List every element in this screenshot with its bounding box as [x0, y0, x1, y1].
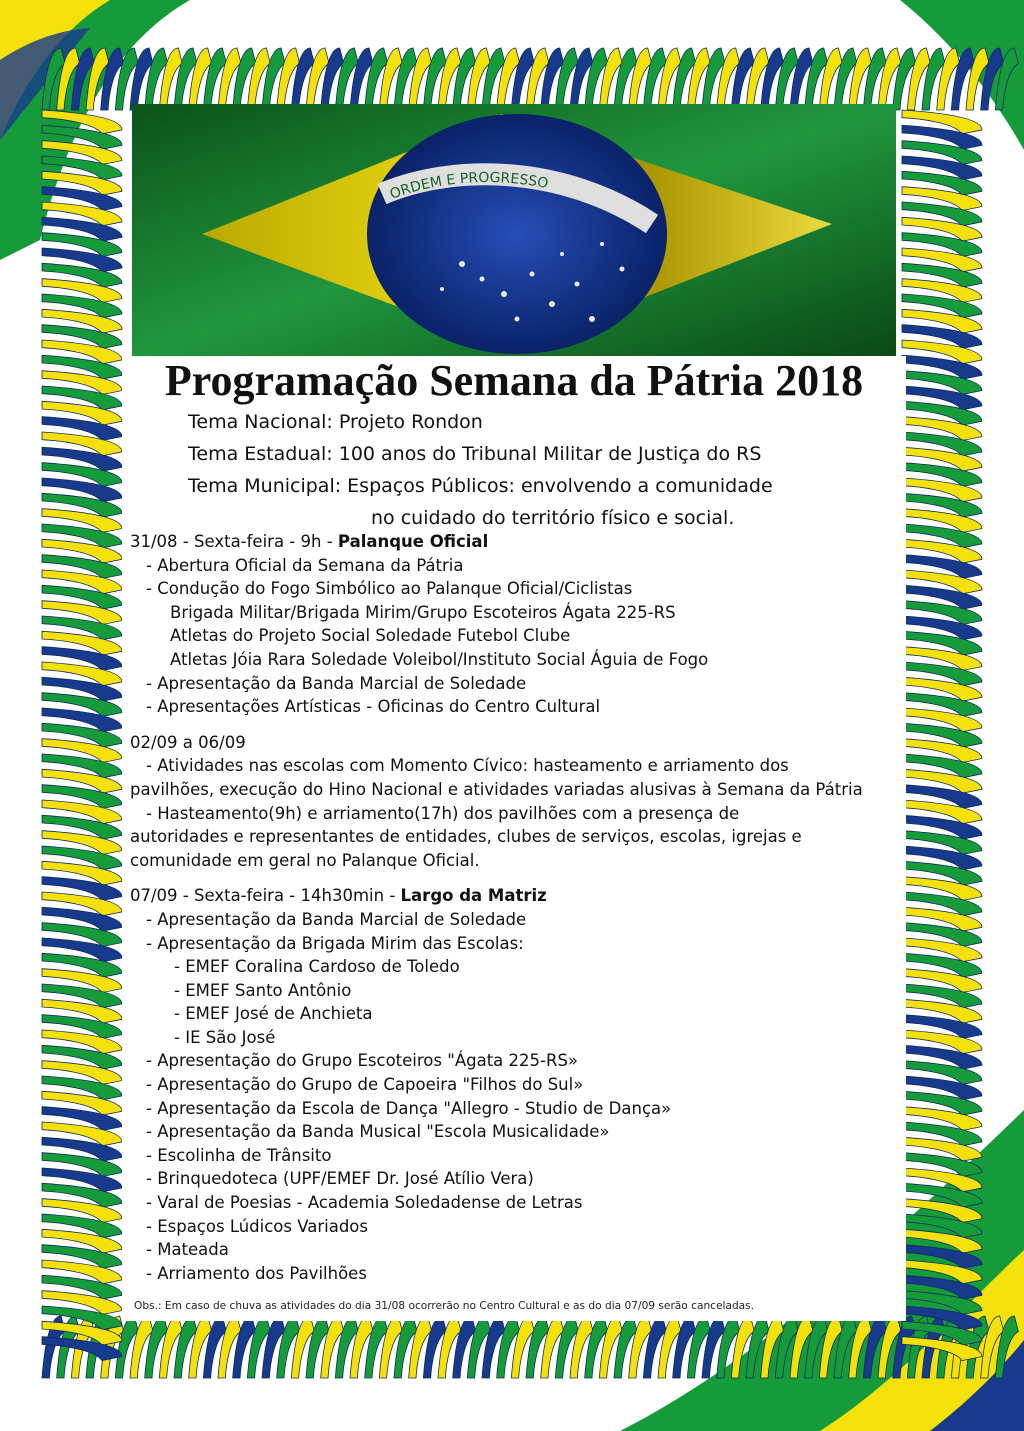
observation-note: Obs.: Em caso de chuva as atividades do dia 31/08 ocorrerão no Centro Cultural e as do dia 07/09 serão canceladas. — [134, 1300, 755, 1312]
ribbon-segment — [902, 524, 982, 579]
theme-municipal-label: Tema Municipal: — [188, 475, 348, 497]
section3-header-text: 07/09 - Sexta-feira - 14h30min - — [130, 886, 401, 906]
section2-paragraph1-rest: pavilhões, execução do Hino Nacional e atividades variadas alusivas à Semana da Pátria — [130, 779, 863, 799]
ribbon-segment — [42, 110, 122, 165]
ribbon-segment — [902, 800, 982, 855]
ribbon-segment — [42, 1122, 122, 1177]
theme-municipal-value-continued: no cuidado do território físico e social. — [371, 507, 735, 529]
list-item: - Apresentação da Brigada Mirim das Escolas: — [146, 933, 524, 953]
theme-municipal — [188, 470, 773, 502]
ribbon-segment — [902, 616, 982, 671]
school-item: - IE São José — [174, 1027, 276, 1047]
ribbon-segment — [42, 984, 122, 1039]
schedule — [130, 530, 906, 1285]
ribbon-segment — [42, 340, 122, 395]
ribbon-segment — [902, 340, 982, 395]
school-item: - EMEF Coralina Cardoso de Toledo — [174, 957, 460, 977]
ribbon-segment — [902, 110, 982, 165]
ribbon-segment — [42, 616, 122, 671]
ribbon-segment — [902, 478, 982, 533]
list-item: - Espaços Lúdicos Variados — [146, 1216, 369, 1236]
brazil-flag-banner — [132, 104, 896, 356]
list-item: - Apresentação do Grupo de Capoeira "Filhos do Sul» — [146, 1075, 584, 1095]
theme-municipal-value: Espaços Públicos: envolvendo a comunidade — [347, 475, 773, 497]
section2-header: 02/09 a 06/09 — [130, 732, 246, 752]
ribbon-segment — [902, 156, 982, 211]
ribbon-segment — [902, 938, 982, 993]
ribbon-segment — [42, 754, 122, 809]
ribbon-segment — [902, 708, 982, 763]
section1-header — [130, 530, 906, 554]
ribbon-segment — [42, 1030, 122, 1085]
ribbon-segment — [42, 570, 122, 625]
ribbon-segment — [902, 1214, 982, 1269]
ribbon-segment — [42, 524, 122, 579]
list-item: - Apresentação da Banda Marcial de Soledade — [146, 909, 527, 929]
ribbon-segment — [902, 754, 982, 809]
section2-paragraph1-first: - Atividades nas escolas com Momento Cívico: hasteamento e arriamento dos — [146, 756, 789, 776]
section3-header — [130, 884, 906, 908]
list-subitem: Atletas do Projeto Social Soledade Futebol Clube — [170, 626, 571, 646]
ribbon-segment — [902, 1260, 982, 1315]
ribbon-segment — [42, 846, 122, 901]
ribbon-segment — [42, 662, 122, 717]
list-item: - Arriamento dos Pavilhões — [146, 1263, 367, 1283]
section2-paragraph2-rest1: autoridades e representantes de entidades, clubes de serviços, escolas, igrejas e — [130, 827, 802, 847]
ribbon-segment — [902, 570, 982, 625]
section2-paragraph2-first: - Hasteamento(9h) e arriamento(17h) dos pavilhões com a presença de — [146, 803, 740, 823]
ribbon-segment — [902, 294, 982, 349]
theme-national-label: Tema Nacional: — [188, 411, 339, 433]
ribbon-segment — [902, 202, 982, 257]
ribbon-segment — [42, 1214, 122, 1269]
ribbon-segment — [42, 708, 122, 763]
section1-header-bold: Palanque Oficial — [337, 532, 489, 551]
list-item: - Mateada — [146, 1240, 229, 1260]
ribbon-segment — [42, 294, 122, 349]
ribbon-segment — [42, 1076, 122, 1131]
ribbon-segment — [902, 1122, 982, 1177]
ribbon-segment — [902, 662, 982, 717]
ribbon-segment — [902, 248, 982, 303]
ribbon-segment — [42, 938, 122, 993]
ribbon-segment — [966, 48, 1018, 110]
theme-state-value: 100 anos do Tribunal Militar de Justiça do RS — [338, 443, 762, 465]
ribbon-segment — [42, 202, 122, 257]
ribbon-segment — [902, 432, 982, 487]
list-subitem: Atletas Jóia Rara Soledade Voleibol/Instituto Social Águia de Fogo — [170, 649, 709, 669]
school-item: - EMEF José de Anchieta — [174, 1004, 373, 1024]
list-item: - Apresentação do Grupo Escoteiros "Ágata 225-RS» — [146, 1051, 579, 1071]
section2-paragraph2-rest2: comunidade em geral no Palanque Oficial. — [130, 850, 480, 870]
list-subitem: Brigada Militar/Brigada Mirim/Grupo Escoteiros Ágata 225-RS — [170, 602, 676, 622]
ribbon-segment — [902, 984, 982, 1039]
ribbon-segment — [42, 432, 122, 487]
list-item: - Abertura Oficial da Semana da Pátria — [146, 555, 464, 575]
list-item: - Apresentação da Escola de Dança "Allegro - Studio de Dança» — [146, 1098, 672, 1118]
ribbon-segment — [42, 248, 122, 303]
list-item: - Apresentação da Banda Marcial de Soledade — [146, 673, 527, 693]
list-item: - Varal de Poesias - Academia Soledadense de Letras — [146, 1193, 583, 1213]
section3-header-bold: Largo da Matriz — [400, 886, 547, 906]
ribbon-segment — [902, 1076, 982, 1131]
section1-header-text: 31/08 - Sexta-feira - 9h - — [130, 532, 338, 551]
brazil-flag-icon — [132, 104, 896, 356]
theme-national — [188, 406, 773, 438]
page-title: Programação Semana da Pátria 2018 — [164, 356, 864, 405]
school-item: - EMEF Santo Antônio — [174, 980, 352, 1000]
ribbon-segment — [902, 892, 982, 947]
ribbon-segment — [42, 478, 122, 533]
ribbon-segment — [902, 1030, 982, 1085]
ribbon-segment — [902, 1168, 982, 1223]
theme-state — [188, 438, 773, 470]
ribbon-segment — [902, 386, 982, 441]
ribbon-segment — [42, 1168, 122, 1223]
flag-motto: ORDEM E PROGRESSO — [387, 170, 550, 203]
list-item: - Apresentação da Banda Musical "Escola Musicalidade» — [146, 1122, 610, 1142]
ribbon-segment — [902, 846, 982, 901]
themes-block — [188, 406, 773, 534]
list-item: - Apresentações Artísticas - Oficinas do Centro Cultural — [146, 697, 601, 717]
ribbon-segment — [42, 386, 122, 441]
ribbon-segment — [42, 1260, 122, 1315]
content-sheet — [122, 356, 906, 1321]
theme-state-label: Tema Estadual: — [188, 443, 339, 465]
list-item: - Brinquedoteca (UPF/EMEF Dr. José Atílio Vera) — [146, 1169, 534, 1189]
ribbon-segment — [42, 892, 122, 947]
ribbon-segment — [42, 800, 122, 855]
list-item: - Escolinha de Trânsito — [146, 1145, 332, 1165]
theme-national-value: Projeto Rondon — [338, 411, 483, 433]
list-item: - Condução do Fogo Simbólico ao Palanque Oficial/Ciclistas — [146, 579, 633, 599]
ribbon-segment — [42, 156, 122, 211]
